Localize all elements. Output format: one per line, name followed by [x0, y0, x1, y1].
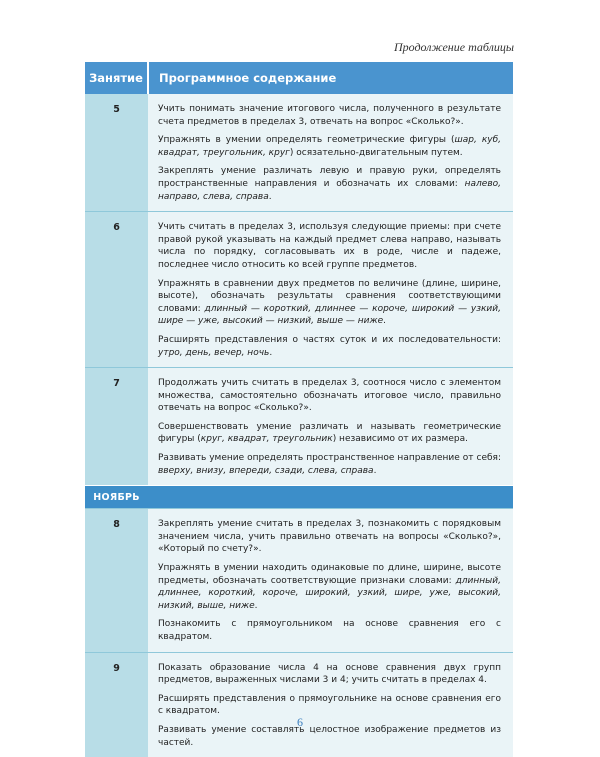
- content-paragraph: Познакомить с прямоугольником на основе сравнения его с квадратом.: [158, 619, 501, 642]
- table-row: [85, 94, 513, 212]
- lesson-content: [148, 368, 513, 486]
- lesson-content: [148, 212, 513, 368]
- content-paragraph: Учить понимать значение итогового числа, полученного в результате счета предметов в пределах 3, отвечать на вопрос «Сколько?».: [158, 104, 501, 127]
- table-row: [85, 509, 513, 652]
- table-row: [85, 212, 513, 368]
- content-paragraph: Развивать умение составлять целостное изображение предметов из частей.: [158, 724, 501, 748]
- lesson-content: [148, 509, 513, 652]
- month-label: НОЯБРЬ: [85, 486, 148, 509]
- content-paragraph: Закреплять умение считать в пределах 3, познакомить с порядковым значением числа, учить правильно отвечать на вопросы «Сколько?», «Который по счету?».: [158, 519, 501, 555]
- header-content: Программное содержание: [148, 62, 513, 94]
- lesson-number: 6: [85, 212, 148, 368]
- table-header-row: [85, 62, 513, 94]
- month-divider: [85, 486, 513, 509]
- content-paragraph: Совершенствовать умение различать и называть геометрические фигуры (круг, квадрат, треугольник) независимо от их размера.: [158, 421, 501, 445]
- table-row: [85, 368, 513, 486]
- content-paragraph: Продолжать учить считать в пределах 3, соотнося число с элементом множества, самостоятельно обозначать итоговое число, правильно отвечать на вопрос «Сколько?».: [158, 378, 501, 414]
- content-paragraph: Закреплять умение различать левую и правую руки, определять пространственные направления и обозначать их словами: налево, направо, слева, справа.: [158, 166, 501, 202]
- content-paragraph: Учить считать в пределах 3, используя следующие приемы: при счете правой рукой указывать на каждый предмет слева направо, называть числа по порядку, согласовывать их в роде, числе и падеже, последнее число относить ко всей группе предметов.: [158, 222, 501, 270]
- header-lesson: Занятие: [85, 62, 148, 94]
- content-paragraph: Расширять представления о частях суток и их последовательности: утро, день, вечер, ночь.: [158, 334, 501, 358]
- month-divider-fill: [148, 486, 513, 509]
- continuation-label: Продолжение таблицы: [393, 40, 514, 54]
- content-paragraph: Упражнять в умении определять геометрические фигуры (шар, куб, квадрат, треугольник, круг) осязательно-двигательным путем.: [158, 135, 502, 158]
- lesson-number: 7: [85, 368, 148, 486]
- lesson-number: 9: [85, 652, 148, 757]
- content-paragraph: Упражнять в умении находить одинаковые по длине, ширине, высоте предметы, обозначать соответствующие признаки словами: длинный, длиннее, короткий, короче, широкий, узкий, шире, уже, высокий, низкий, выше, ниже.: [158, 563, 501, 611]
- page-number: 6: [297, 715, 303, 729]
- lesson-number: 5: [85, 94, 148, 212]
- content-paragraph: Упражнять в сравнении двух предметов по величине (длине, ширине, высоте), обозначать результаты сравнения соответствующими словами: длинный — короткий, длиннее — короче, широкий — узкий, шире — уже, высокий — низкий, выше — ниже.: [158, 278, 501, 327]
- lesson-number: 8: [85, 509, 148, 652]
- content-paragraph: Развивать умение определять пространственное направление от себя: вверху, внизу, впереди, сзади, слева, справа.: [158, 453, 501, 476]
- content-paragraph: Расширять представления о прямоугольнике на основе сравнения его с квадратом.: [158, 693, 501, 717]
- table-row: [85, 652, 513, 757]
- content-paragraph: Показать образование числа 4 на основе сравнения двух групп предметов, выраженных числами 3 и 4; учить считать в пределах 4.: [158, 662, 501, 686]
- lesson-content: [148, 652, 513, 757]
- lesson-table: [85, 62, 513, 757]
- lesson-content: [148, 94, 513, 212]
